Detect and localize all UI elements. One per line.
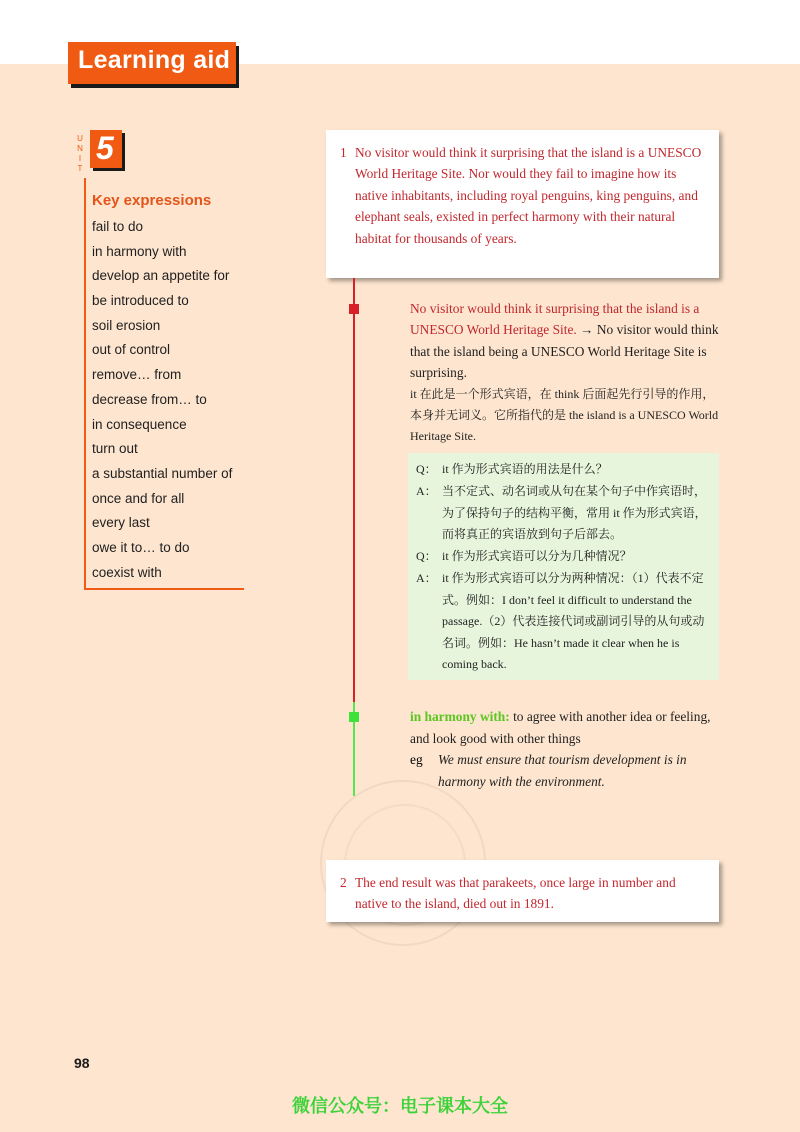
qa-text: it 作为形式宾语可以分为两种情况：（1）代表不定式。例如：I don’t feel it difficult to understand the passage.（2）代表连接代词或副词引导的从句或动名词。例如：He hasn’t made it clear when he is coming back. [442, 571, 705, 672]
key-expressions-panel [84, 178, 244, 590]
key-expression-item: a substantial number of [92, 465, 233, 481]
page-number: 98 [74, 1055, 90, 1071]
key-expression-item: once and for all [92, 490, 185, 506]
note-original-sentence: No visitor would think it surprising that the island is a UNESCO World Heritage Site. [410, 301, 700, 338]
vocabulary-note [410, 706, 722, 749]
example-label: eg [410, 752, 423, 767]
key-expression-item: develop an appetite for [92, 268, 230, 284]
key-expression-item: owe it to… to do [92, 539, 190, 555]
sentence-number: 2 [340, 875, 347, 890]
unit-number: 5 [96, 130, 114, 166]
sentence-number: 1 [340, 145, 347, 160]
example-sentence: We must ensure that tourism development is in harmony with the environment. [438, 752, 687, 789]
key-expression-item: in harmony with [92, 243, 187, 259]
note-explanation: it 在此是一个形式宾语，在 think 后面起先行引导的作用，本身并无词义。它所指代的是 the island is a UNESCO World Heritage Site. [410, 386, 719, 444]
qa-text: it 作为形式宾语的用法是什么？ [442, 462, 608, 476]
connector-line-red [353, 278, 355, 702]
arrow-icon: → [580, 322, 594, 338]
key-expression-item: out of control [92, 342, 171, 358]
key-expression-item: every last [92, 515, 150, 531]
note-marker-red [349, 304, 359, 314]
key-expression-item: coexist with [92, 564, 162, 580]
vocabulary-definition: to agree with another idea or feeling, and look good with other things [410, 709, 711, 746]
learning-aid-banner [68, 42, 236, 84]
key-expression-item: be introduced to [92, 293, 189, 309]
unit-badge [90, 130, 122, 168]
qa-label: Q： [416, 549, 437, 563]
key-expression-item: soil erosion [92, 317, 161, 333]
key-expressions-list [92, 218, 232, 588]
sentence-text: No visitor would think it surprising that the island is a UNESCO World Heritage Site. Nor would they fail to imagine how its native inhabitants, including royal penguins, king penguins, and elephant seals, existed in perfect harmony with their natural habitat for thousands of years. [355, 145, 702, 246]
vocabulary-term: in harmony with: [410, 709, 510, 724]
banner-title: Learning aid [78, 46, 231, 74]
key-expression-item: turn out [92, 441, 138, 457]
sentence-card-1 [326, 130, 719, 278]
qa-label: A： [416, 484, 437, 498]
sentence-card-2 [326, 860, 719, 922]
qa-text: 当不定式、动名词或从句在某个句子中作宾语时，为了保持句子的结构平衡，常用 it 作为形式宾语，而将真正的宾语放到句子后部去。 [442, 484, 707, 542]
qa-text: it 作为形式宾语可以分为几种情况？ [442, 549, 632, 563]
qa-label: Q： [416, 462, 437, 476]
qa-label: A： [416, 571, 437, 585]
key-expression-item: decrease from… to [92, 391, 207, 407]
key-expression-item: fail to do [92, 219, 144, 234]
grammar-note [410, 298, 722, 448]
note-rewrite: No visitor would think that the island being a UNESCO World Heritage Site is surprising. [410, 322, 719, 381]
note-marker-green [349, 712, 359, 722]
footer-text: 微信公众号：电子课本大全 [292, 1096, 508, 1117]
qa-box [408, 453, 719, 680]
key-expression-item: in consequence [92, 416, 187, 432]
key-expressions-title: Key expressions [92, 192, 212, 209]
key-expression-item: remove… from [92, 367, 182, 383]
sentence-text: The end result was that parakeets, once large in number and native to the island, died out in 1891. [355, 875, 676, 912]
unit-label: U N I T [77, 134, 83, 173]
